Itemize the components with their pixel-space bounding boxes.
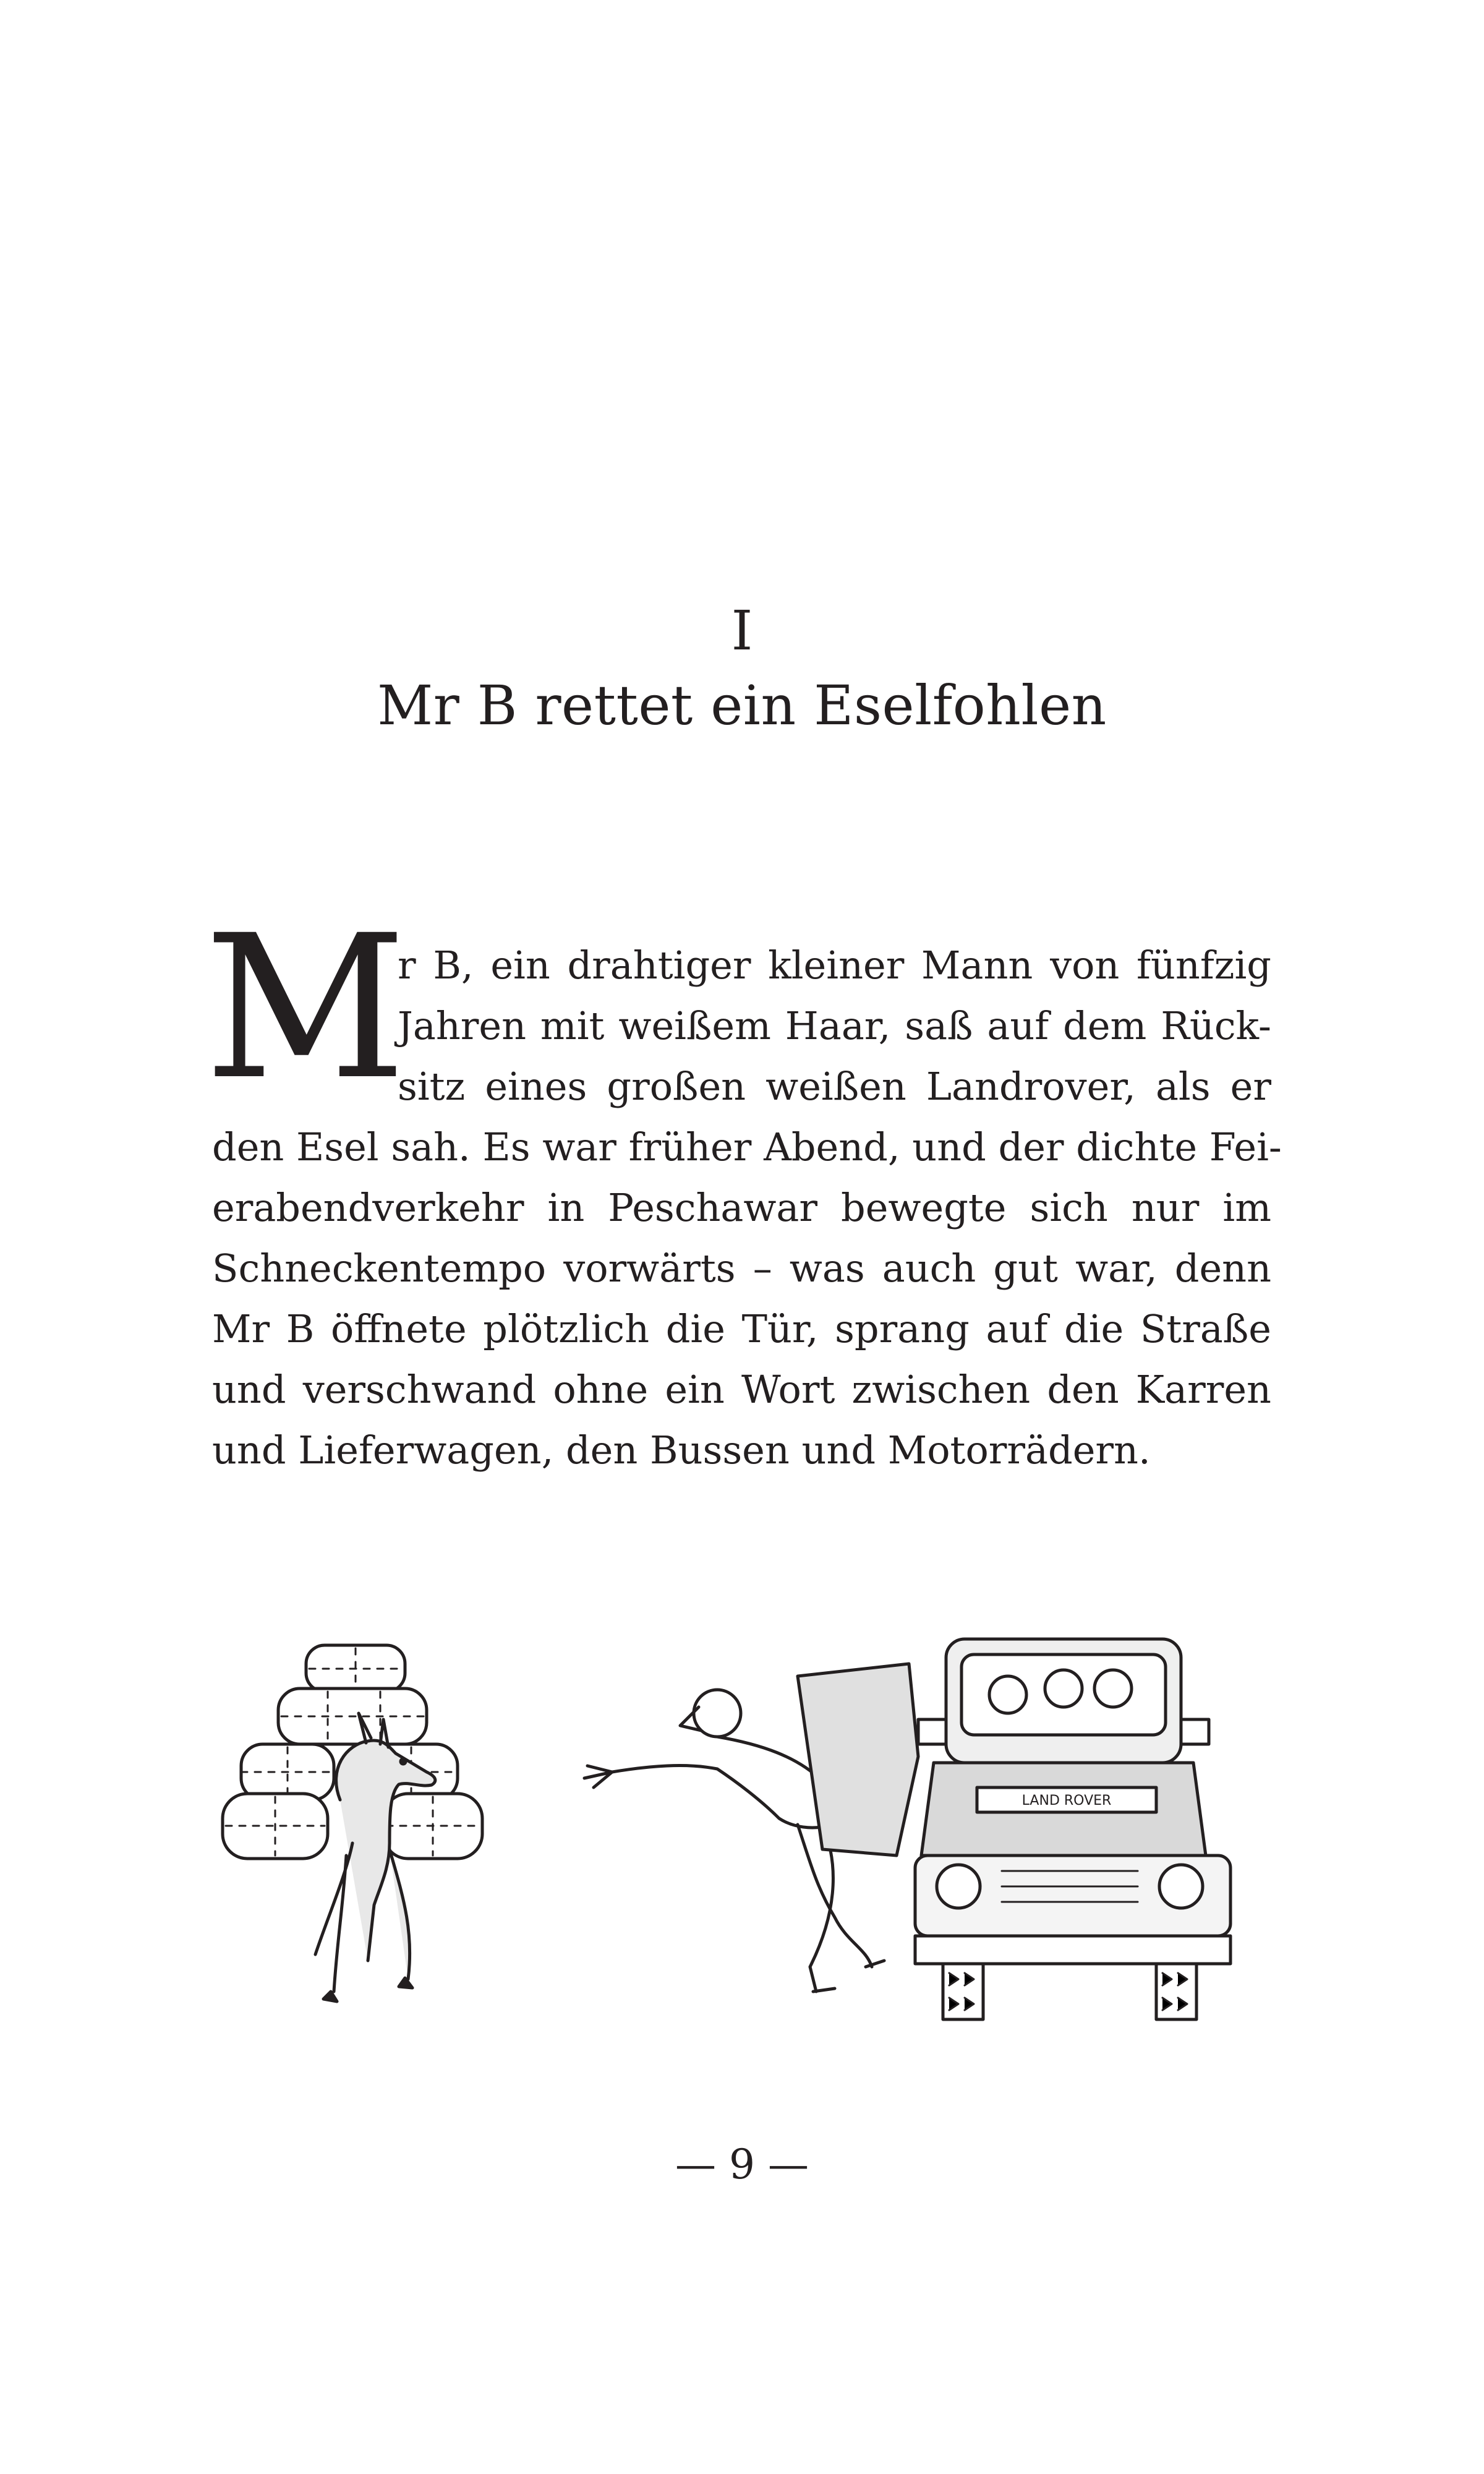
text-line: sitz eines großen weißen Landrover, als er [398, 1064, 1271, 1109]
vehicle-badge: LAND ROVER [1021, 1793, 1112, 1808]
text-line: Jahren mit weißem Haar, saß auf dem Rück- [398, 1003, 1271, 1048]
drop-cap: M [204, 893, 407, 1123]
text-line: und Lieferwagen, den Bussen und Motorrädern. [212, 1427, 1151, 1473]
text-line: Schneckentempo vorwärts – was auch gut war, denn [212, 1246, 1271, 1291]
landrover-vehicle [798, 1639, 1230, 2019]
text-line: den Esel sah. Es war früher Abend, und der dichte Fei- [212, 1124, 1282, 1170]
page-number: — 9 — [675, 2141, 809, 2188]
chapter-number: I [731, 599, 753, 662]
text-line: r B, ein drahtiger kleiner Mann von fünfzig [398, 943, 1271, 988]
text-line: Mr B öffnete plötzlich die Tür, sprang auf die Straße [212, 1306, 1271, 1351]
chapter-title: Mr B rettet ein Eselfohlen [377, 674, 1107, 737]
text-line: erabendverkehr in Peschawar bewegte sich nur im [212, 1185, 1271, 1230]
illustration [204, 1596, 1280, 2066]
body-paragraph [212, 935, 1282, 1481]
donkey-with-bales [223, 1645, 482, 2001]
text-line: und verschwand ohne ein Wort zwischen den Karren [212, 1367, 1271, 1412]
